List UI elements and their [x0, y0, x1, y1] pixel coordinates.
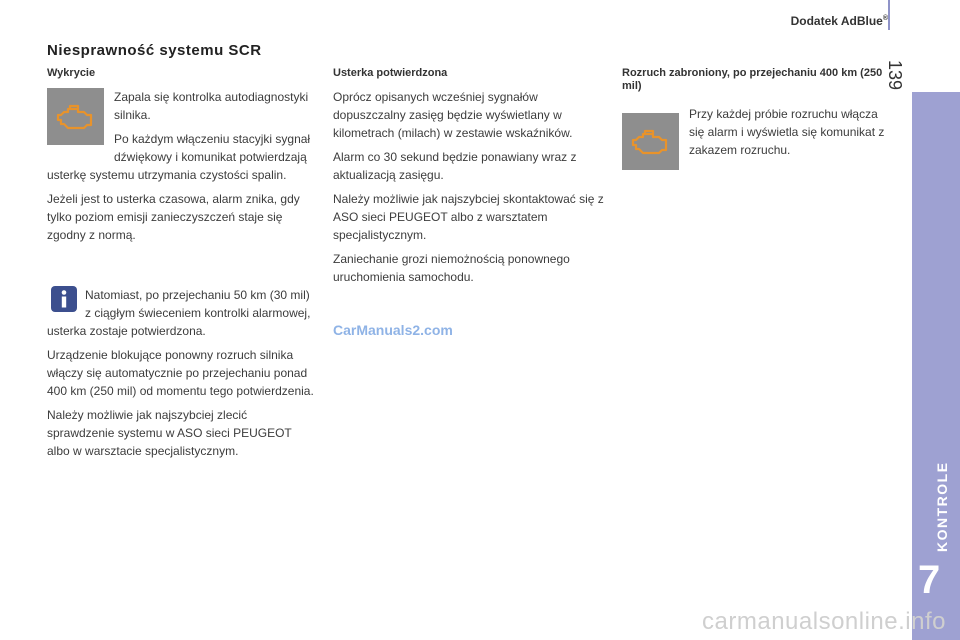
watermark-carmanuals: CarManuals2.com — [333, 322, 453, 338]
confirmed-fault-heading: Usterka potwierdzona — [333, 67, 448, 79]
chapter-label: KONTROLE — [934, 461, 950, 552]
chapter-number: 7 — [918, 558, 941, 602]
engine-warning-icon — [47, 88, 104, 145]
confirmed-fault-paragraph-3: Należy możliwie jak najszybciej skontaktować się z ASO sieci PEUGEOT albo z warsztatem specjalistycznym. — [333, 192, 604, 242]
detection-warning-text-2: Po każdym włączeniu stacyjki sygnał dźwiękowy i komunikat potwierdzają usterkę systemu utrzymania czystości spalin. — [47, 132, 311, 182]
detection-paragraph-3: Należy możliwie jak najszybciej zlecić sprawdzenie systemu w ASO sieci PEUGEOT albo w warsztacie specjalistycznym. — [47, 408, 292, 458]
header-title: Dodatek AdBlue® — [790, 14, 888, 28]
confirmed-fault-paragraph-2: Alarm co 30 sekund będzie ponawiany wraz z aktualizacją zasięgu. — [333, 150, 577, 182]
start-prohibited-heading: Rozruch zabroniony, po przejechaniu 400 km (250 mil) — [622, 67, 883, 92]
detection-paragraph-1: Jeżeli jest to usterka czasowa, alarm znika, gdy tylko poziom emisji zanieczyszczeń staje się zgodny z normą. — [47, 192, 300, 242]
start-prohibited-column — [622, 67, 886, 174]
info-note-text: Natomiast, po przejechaniu 50 km (30 mil) z ciągłym świeceniem kontrolki alarmowej, usterka zostaje potwierdzona. — [47, 288, 311, 338]
page-number: 139 — [885, 60, 905, 91]
detection-paragraph-2: Urządzenie blokujące ponowny rozruch silnika włączy się automatycznie po przejechaniu ponad 400 km (250 mil) od momentu tego potwierdzenia. — [47, 348, 314, 398]
confirmed-fault-column — [333, 67, 605, 292]
header-divider — [888, 0, 890, 30]
confirmed-fault-paragraph-4: Zaniechanie grozi niemożnością ponownego uruchomienia samochodu. — [333, 252, 570, 284]
section-title: Niesprawność systemu SCR — [47, 42, 262, 59]
engine-warning-icon — [622, 113, 679, 170]
confirmed-fault-paragraph-1: Oprócz opisanych wcześniej sygnałów dopuszczalny zasięg będzie wyświetlany w kilometrach (milach) w zestawie wskaźników. — [333, 90, 573, 140]
detection-warning-text-1: Zapala się kontrolka autodiagnostyki silnika. — [114, 90, 309, 122]
info-icon — [51, 286, 77, 312]
start-prohibited-text: Przy każdej próbie rozruchu włącza się alarm i wyświetla się komunikat z zakazem rozruchu. — [689, 107, 885, 157]
detection-column — [47, 67, 315, 466]
footer-watermark: carmanualsonline.info — [702, 608, 946, 635]
detection-heading: Wykrycie — [47, 67, 96, 79]
